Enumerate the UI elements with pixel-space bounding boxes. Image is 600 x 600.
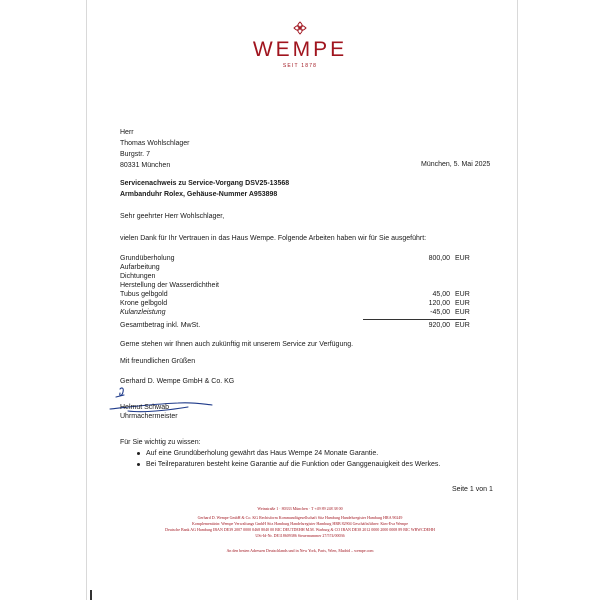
item-currency: EUR: [455, 255, 470, 262]
scan-mark: [90, 590, 92, 600]
item-amount: 45,00: [432, 291, 450, 298]
total-currency: EUR: [455, 322, 470, 329]
greeting: Sehr geehrter Herr Wohlschlager,: [120, 213, 225, 220]
signer-name: Helmut Schwab: [120, 404, 170, 411]
total-amount: 920,00: [428, 322, 450, 329]
item-currency: EUR: [455, 309, 470, 316]
footer-company-register: Gerhard D. Wempe GmbH & Co. KG Rechtsform Kommanditgesellschaft Sitz Hamburg Handelsregister Hamburg HRA 90249: [197, 515, 403, 520]
recipient-city: 80331 München: [120, 162, 171, 169]
signer-title: Uhrmachermeister: [120, 413, 178, 420]
item-label: Grundüberholung: [120, 255, 175, 262]
footer-bank-details: Deutsche Bank AG Hamburg IBAN DE39 2007 0000 0468 8040 00 BIC DEUTDEHH M.M. Warburg & CO IBAN DE38 2012 0000 2000 0008 89 BIC WBWCDEHH: [165, 527, 435, 532]
footer-general-partner: Komplementärin: Wempe Verwaltungs GmbH Sitz Hamburg Handelsregister Hamburg HRB 82904 Geschäftsführer: Kim-Eva Wempe: [191, 521, 409, 526]
item-label: Aufarbeitung: [120, 264, 160, 271]
wempe-emblem-icon: [293, 21, 307, 35]
total-label: Gesamtbetrag inkl. MwSt.: [120, 322, 201, 329]
item-amount: 800,00: [428, 255, 450, 262]
recipient-name: Thomas Wohlschlager: [120, 140, 190, 147]
item-label: Herstellung der Wasserdichtheit: [120, 282, 219, 289]
page-number: Seite 1 von 1: [452, 486, 493, 493]
service-note: Gerne stehen wir Ihnen auch zukünftig mit unserem Service zur Verfügung.: [120, 341, 354, 348]
place-date: München, 5. Mai 2025: [421, 161, 491, 168]
brand-logo-wordmark: WEMPE: [252, 38, 348, 61]
item-label: Krone gelbgold: [120, 300, 168, 307]
important-point: Auf eine Grundüberholung gewährt das Haus Wempe 24 Monate Garantie.: [146, 450, 379, 457]
brand-since-label: SEIT 1878: [282, 63, 318, 69]
footer-address: Weinstraße 1 · 80333 München · T +49 89 248 38 00: [257, 506, 343, 511]
recipient-salutation: Herr: [120, 129, 134, 136]
item-currency: EUR: [455, 291, 470, 298]
item-label: Dichtungen: [120, 273, 156, 280]
item-amount: -45,00: [430, 309, 450, 316]
bullet-icon: [137, 463, 140, 466]
important-heading: Für Sie wichtig zu wissen:: [120, 439, 201, 446]
footer-locations: An den besten Adressen Deutschlands und in New York, Paris, Wien, Madrid – wempe.com: [226, 548, 374, 553]
closing: Mit freundlichen Grüßen: [120, 358, 196, 365]
item-amount: 120,00: [428, 300, 450, 307]
item-label: Tubus gelbgold: [120, 291, 168, 298]
recipient-street: Burgstr. 7: [120, 151, 150, 158]
item-currency: EUR: [455, 300, 470, 307]
total-divider: [363, 319, 466, 320]
intro-text: vielen Dank für Ihr Vertrauen in das Haus Wempe. Folgende Arbeiten haben wir für Sie ausgeführt:: [120, 235, 427, 242]
important-point: Bei Teilreparaturen besteht keine Garantie auf die Funktion oder Ganggenauigkeit des Werkes.: [146, 461, 441, 468]
bullet-icon: [137, 452, 140, 455]
subject-line-2: Armbanduhr Rolex, Gehäuse-Nummer A953898: [120, 191, 278, 198]
item-label: Kulanzleistung: [120, 309, 166, 316]
company-name: Gerhard D. Wempe GmbH & Co. KG: [120, 378, 235, 385]
subject-line-1: Servicenachweis zu Service-Vorgang DSV25-13568: [120, 180, 290, 187]
footer-tax-ids: USt-Id-Nr. DE118609386 Steuernummer 27/574/00036: [255, 533, 345, 538]
